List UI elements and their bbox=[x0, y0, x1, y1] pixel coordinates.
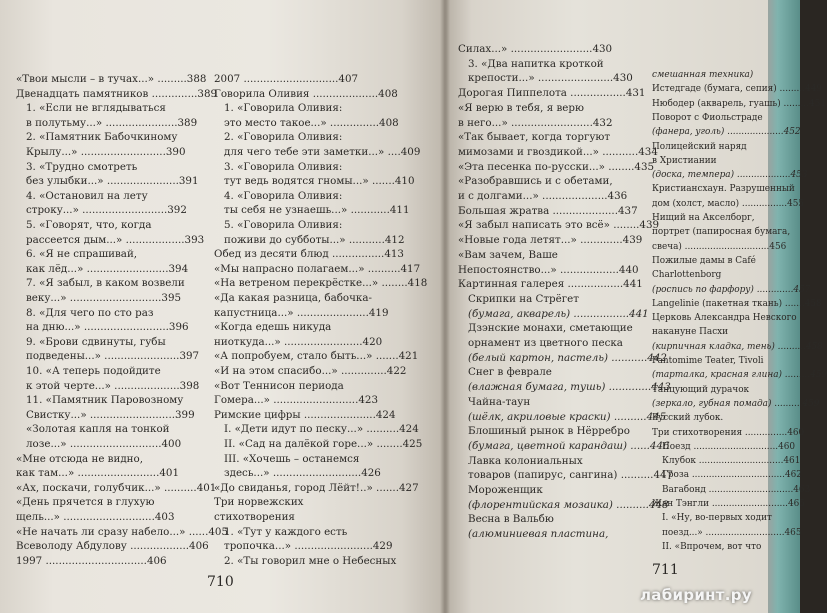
toc-entry: Гроза .................................462 bbox=[662, 470, 802, 481]
toc-entry: «До свиданья, город Лёйт!..» .......427 bbox=[214, 481, 419, 494]
toc-entry: ниоткуда...» ........................420 bbox=[214, 335, 383, 348]
toc-entry: (тарталка, красная глина) .........459 bbox=[652, 370, 827, 381]
toc-entry: Чайна-таун bbox=[468, 395, 531, 408]
toc-entry: Всеволоду Абдулову ..................406 bbox=[16, 540, 209, 553]
page-number-right: 711 bbox=[652, 562, 679, 578]
toc-entry: (бумага, акварель) .................441 bbox=[468, 307, 649, 320]
toc-entry: «Эта песенка по-русски...» ........435 bbox=[458, 160, 655, 173]
toc-entry: (фанера, уголь) ....................452 bbox=[652, 127, 801, 138]
toc-entry: (зеркало, губная помада) ..........459 bbox=[652, 398, 820, 409]
toc-entry: тропочка...» ........................429 bbox=[224, 540, 393, 553]
toc-entry: Пожилые дамы в Café bbox=[652, 255, 756, 266]
toc-entry: как лёд...» .........................394 bbox=[26, 262, 189, 275]
toc-entry: подведены...» .......................397 bbox=[26, 350, 200, 363]
toc-entry: лозе...» ............................400 bbox=[26, 438, 182, 450]
toc-entry: Нюбодер (акварель, гуашь) .........451 bbox=[652, 98, 826, 109]
toc-entry: Кристиансхаун. Разрушенный bbox=[652, 184, 795, 195]
toc-entry: Лавка колониальных bbox=[468, 454, 583, 467]
toc-entry: стихотворения bbox=[214, 511, 295, 523]
toc-entry: 10. «А теперь подойдите bbox=[26, 365, 161, 377]
toc-entry: 7. «Я забыл, в каком возвели bbox=[26, 277, 185, 290]
toc-entry: накануне Пасхи bbox=[652, 327, 729, 338]
toc-entry: «Когда едешь никуда bbox=[214, 321, 332, 334]
toc-entry: Церковь Александра Невского bbox=[652, 313, 797, 324]
toc-entry: 2. «Ты говорил мне о Небесных bbox=[224, 554, 397, 567]
toc-entry: Истедгаде (бумага, сепия) .........449 bbox=[652, 84, 822, 95]
toc-entry: (доска, темпера) ...................453 bbox=[652, 170, 808, 181]
toc-entry: Три норвежских bbox=[214, 496, 304, 509]
toc-entry: 1. «Говорила Оливия: bbox=[224, 102, 343, 115]
toc-entry: «Мы напрасно полагаем...» ..........417 bbox=[214, 262, 421, 275]
toc-entry: в него...» .........................432 bbox=[458, 116, 613, 129]
book-gutter bbox=[440, 0, 450, 613]
toc-entry: «День прячется в глухую bbox=[16, 496, 155, 509]
toc-entry: Непостоянство...» ..................440 bbox=[458, 263, 639, 276]
toc-entry: 9. «Брови сдвинуты, губы bbox=[26, 335, 166, 348]
toc-entry: Charlottenborg bbox=[652, 270, 722, 281]
toc-entry: 2. «Памятник Бабочкиному bbox=[26, 131, 178, 144]
toc-entry: это место такое...» ...............408 bbox=[224, 116, 399, 129]
toc-entry: строку...» ..........................392 bbox=[26, 204, 187, 217]
toc-entry: II. «Впрочем, вот что bbox=[662, 541, 762, 552]
toc-entry: «На ветреном перекрёстке...» ........418 bbox=[214, 277, 428, 290]
toc-entry: 8. «Для чего по сто раз bbox=[26, 306, 154, 319]
toc-entry: «Я забыл написать это всё» ........439 bbox=[458, 219, 660, 232]
toc-entry: в полутьму...» ......................389 bbox=[26, 116, 198, 129]
toc-entry: Полицейский наряд bbox=[652, 141, 747, 152]
toc-entry: поезд...» ............................465 bbox=[662, 527, 802, 538]
page-number-left: 710 bbox=[207, 574, 234, 590]
toc-entry: «Вот Теннисон периода bbox=[214, 379, 344, 392]
toc-entry: Двенадцать памятников ..............389 bbox=[16, 87, 218, 100]
toc-entry: (кирпичная кладка, тень) ..........458 bbox=[652, 341, 823, 352]
toc-entry: веку...» ............................395 bbox=[26, 292, 182, 304]
toc-entry: Мороженщик bbox=[468, 484, 543, 496]
toc-entry: Весна в Вальбю bbox=[468, 513, 554, 526]
toc-entry: Жан Тэнгли ...........................465 bbox=[652, 499, 805, 509]
toc-entry: товаров (папирус, сангина) ..........447 bbox=[468, 469, 674, 482]
toc-entry: Свистку...» ..........................399 bbox=[26, 408, 195, 421]
toc-entry: «А попробуем, стало быть...» .......421 bbox=[214, 350, 419, 363]
toc-entry: капустница...» ......................419 bbox=[214, 306, 389, 319]
toc-entry: Вагабонд ..............................463 bbox=[662, 484, 811, 495]
toc-entry: орнамент из цветного песка bbox=[468, 337, 623, 349]
toc-entry: Гомера...» ..........................423 bbox=[214, 394, 378, 407]
toc-entry: Танцующий дурачок bbox=[652, 384, 750, 395]
toc-entry: ты себя не узнаешь...» ............411 bbox=[224, 204, 410, 217]
toc-entry: щель...» ............................403 bbox=[16, 511, 175, 523]
toc-entry: Поезд ..............................460 bbox=[662, 441, 796, 452]
toc-entry: (алюминиевая пластина, bbox=[468, 528, 609, 541]
toc-entry: на дню...» ..........................396 bbox=[26, 321, 189, 334]
toc-entry: 4. «Остановил на лету bbox=[26, 189, 148, 202]
toc-entry: свеча) ..............................456 bbox=[652, 241, 787, 252]
toc-entry: I. «Ну, во-первых ходит bbox=[662, 513, 772, 524]
toc-entry: 2. «Говорила Оливия: bbox=[224, 131, 343, 144]
toc-entry: «Ах, поскачи, голубчик...» ..........401 bbox=[16, 481, 217, 494]
toc-entry: 11. «Памятник Паровозному bbox=[26, 394, 184, 407]
toc-entry: «Не начать ли сразу набело...» ......405 bbox=[16, 525, 229, 538]
toc-entry: 5. «Говорила Оливия: bbox=[224, 219, 343, 231]
toc-entry: «Да какая разница, бабочка- bbox=[214, 292, 372, 304]
toc-entry: (роспись по фарфору) .............457 bbox=[652, 284, 811, 295]
toc-entry: Говорила Оливия ....................408 bbox=[214, 87, 398, 100]
toc-entry: (белый картон, пастель) ...........442 bbox=[468, 351, 667, 364]
toc-entry: Дорогая Пиппелота .................431 bbox=[458, 87, 646, 100]
toc-entry: Снег в феврале bbox=[468, 366, 552, 379]
toc-entry: тут ведь водятся гномы...» .......410 bbox=[224, 175, 415, 188]
toc-entry: Три стихотворения ...............460 bbox=[652, 427, 805, 438]
toc-entry: Дзэнские монахи, сметающие bbox=[468, 322, 633, 335]
watermark-text: лабиринт.ру bbox=[640, 586, 752, 604]
toc-entry: рассеется дым...» ..................393 bbox=[26, 233, 205, 246]
toc-entry: 4. «Говорила Оливия: bbox=[224, 189, 343, 202]
toc-entry: 1997 ...............................406 bbox=[16, 554, 167, 567]
toc-entry: «Мне отсюда не видно, bbox=[16, 452, 144, 465]
toc-entry: Pantomime Teater, Tivoli bbox=[652, 356, 764, 366]
toc-entry: II. «Сад на далёкой горе...» ........425 bbox=[224, 438, 423, 450]
toc-entry: «Новые года летят...» .............439 bbox=[458, 234, 643, 247]
toc-entry: 1. «Если не вглядываться bbox=[26, 102, 166, 115]
toc-entry: Крылу...» ..........................390 bbox=[26, 146, 186, 158]
toc-entry: дом (холст, масло) ................455 bbox=[652, 198, 805, 209]
toc-entry: 5. «Говорят, что, когда bbox=[26, 219, 152, 231]
toc-entry: «Вам зачем, Ваше bbox=[458, 248, 558, 261]
toc-entry: 1. «Тут у каждого есть bbox=[224, 525, 348, 538]
toc-entry: 6. «Я не спрашивай, bbox=[26, 248, 138, 261]
toc-entry: Нищий на Акселборг, bbox=[652, 213, 755, 223]
toc-entry: и с долгами...» ....................436 bbox=[458, 190, 628, 202]
toc-entry: без улыбки...» ......................391 bbox=[26, 175, 199, 188]
toc-entry: 2007 .............................407 bbox=[214, 73, 359, 85]
toc-entry: мимозами и гвоздикой...» ...........434 bbox=[458, 145, 658, 158]
toc-entry: I. «Дети идут по песку...» ..........424 bbox=[224, 423, 419, 436]
toc-entry: (шёлк, акриловые краски) ..........445 bbox=[468, 410, 667, 423]
toc-entry: 3. «Два напитка кроткой bbox=[468, 57, 604, 70]
toc-entry: (флорентийская мозаика) ..........448 bbox=[468, 498, 669, 511]
toc-entry: «Золотая капля на тонкой bbox=[26, 423, 170, 436]
toc-entry: «Так бывает, когда торгуют bbox=[458, 131, 611, 144]
toc-entry: «Я верю в тебя, я верю bbox=[458, 101, 584, 114]
toc-entry: Силах...» .........................430 bbox=[458, 43, 613, 55]
toc-entry: для чего тебе эти заметки...» ....409 bbox=[224, 146, 421, 158]
toc-entry: здесь...» ...........................426 bbox=[224, 467, 381, 480]
toc-entry: Langelinie (пакетная ткань) .......458 bbox=[652, 298, 822, 309]
toc-entry: 3. «Говорила Оливия: bbox=[224, 160, 343, 173]
toc-entry: к этой черте...» ....................398 bbox=[26, 379, 200, 392]
toc-entry: Обед из десяти блюд ................413 bbox=[214, 248, 404, 261]
toc-entry: смешанная техника) bbox=[652, 70, 754, 80]
toc-entry: Клубок ..............................461 bbox=[662, 456, 801, 467]
toc-entry: Блошиный рынок в Нёрребро bbox=[468, 425, 630, 438]
toc-entry: III. «Хочешь – останемся bbox=[224, 452, 360, 465]
toc-entry: «И на этом спасибо...» ..............422 bbox=[214, 365, 407, 377]
toc-entry: Римские цифры ......................424 bbox=[214, 408, 396, 421]
toc-entry: Русский лубок. bbox=[652, 413, 724, 424]
toc-entry: поживи до субботы...» ...........412 bbox=[224, 233, 405, 246]
toc-entry: (влажная бумага, тушь) .............443 bbox=[468, 381, 671, 394]
toc-entry: Поворот с Фиольстраде bbox=[652, 112, 763, 123]
toc-entry: Скрипки на Стрёгет bbox=[468, 292, 579, 305]
toc-entry: 3. «Трудно смотреть bbox=[26, 160, 138, 173]
toc-entry: Картинная галерея .................441 bbox=[458, 278, 643, 291]
toc-entry: (бумага, цветной карандаш) ......446 bbox=[468, 439, 670, 452]
toc-entry: «Твои мысли – в тучах...» .........388 bbox=[16, 73, 207, 85]
toc-entry: как там...» .........................401 bbox=[16, 467, 180, 480]
toc-entry: Большая жратва ....................437 bbox=[458, 204, 638, 217]
toc-entry: портрет (папиросная бумага, bbox=[652, 227, 791, 238]
toc-entry: «Разобравшись и с обетами, bbox=[458, 175, 613, 188]
toc-entry: в Христиании bbox=[652, 155, 717, 166]
toc-entry: крепости...» .......................430 bbox=[468, 72, 633, 85]
